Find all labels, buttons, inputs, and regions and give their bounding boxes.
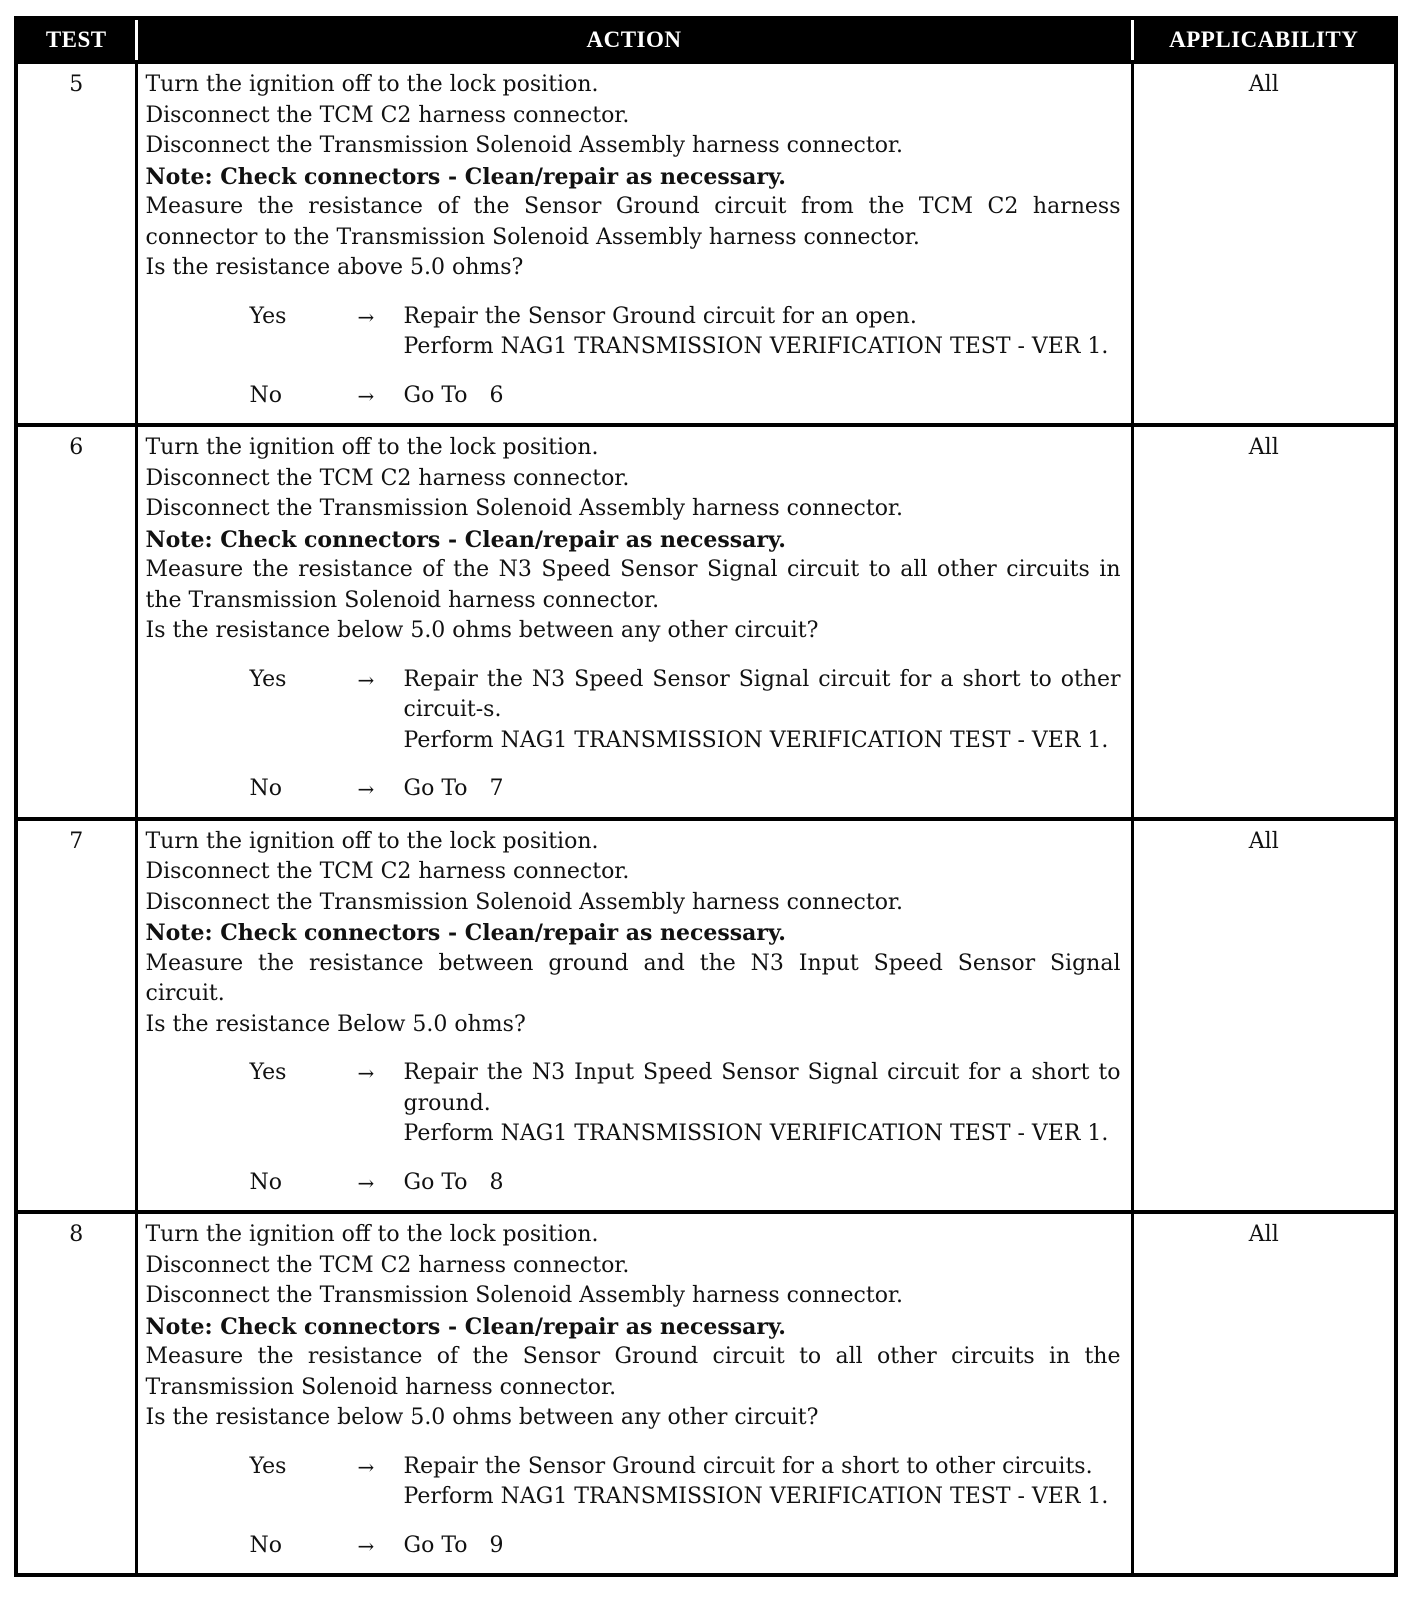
yes-response (250, 302, 1121, 363)
diagnostic-test-table (14, 16, 1398, 1577)
test-action (136, 62, 1132, 425)
test-applicability: All (1132, 819, 1396, 1213)
test-number: 5 (16, 62, 136, 425)
test-applicability: All (1132, 1212, 1396, 1575)
test-action (136, 1212, 1132, 1575)
step-disconnect-solenoid: Disconnect the Transmission Solenoid Assembly harness connector. (145, 133, 904, 158)
step-disconnect-tcm: Disconnect the TCM C2 harness connector. (145, 1252, 630, 1278)
test-applicability: All (1132, 62, 1396, 425)
no-label: No (249, 1169, 282, 1195)
test-action (136, 425, 1132, 819)
yes-action-line: Perform NAG1 TRANSMISSION VERIFICATION TEST - VER 1. (403, 1121, 1109, 1146)
header-test: TEST (16, 18, 136, 62)
yes-response (250, 665, 1121, 757)
header-applicability: APPLICABILITY (1132, 18, 1396, 62)
goto-label: Go To (403, 382, 468, 408)
test-row-5 (16, 62, 1396, 425)
yes-response (250, 1452, 1121, 1513)
measure-instruction-line: the Transmission Solenoid harness connector. (145, 587, 660, 613)
measure-instruction-line: connector to the Transmission Solenoid Assembly harness connector. (145, 224, 920, 250)
no-response (250, 1168, 1121, 1199)
right-arrow-icon: → (357, 1170, 375, 1195)
yes-action-line: Perform NAG1 TRANSMISSION VERIFICATION TEST - VER 1. (403, 1484, 1109, 1509)
yes-label: Yes (249, 666, 287, 692)
test-question: Is the resistance below 5.0 ohms between any other circuit? (145, 1405, 819, 1430)
step-ignition-off: Turn the ignition off to the lock position. (145, 435, 599, 460)
no-label: No (249, 776, 282, 801)
goto-test-number: 7 (489, 776, 504, 801)
test-applicability: All (1132, 425, 1396, 819)
goto-label: Go To (403, 1169, 468, 1195)
goto-step (404, 1531, 1121, 1562)
goto-test-number: 6 (489, 382, 504, 408)
right-arrow-icon: → (357, 777, 375, 801)
test-row-6 (16, 425, 1396, 819)
goto-step (404, 774, 1121, 805)
right-arrow-icon: → (357, 1533, 375, 1558)
yes-action-line: Repair the N3 Input Speed Sensor Signal circuit for a short to (403, 1060, 1121, 1085)
goto-step (404, 1168, 1121, 1199)
yes-action (404, 1452, 1121, 1513)
right-arrow-icon: → (357, 1061, 375, 1085)
test-number: 8 (16, 1212, 136, 1575)
test-question: Is the resistance below 5.0 ohms between any other circuit? (145, 618, 819, 643)
no-response (250, 774, 1121, 805)
step-ignition-off: Turn the ignition off to the lock position. (145, 1222, 599, 1247)
step-disconnect-solenoid: Disconnect the Transmission Solenoid Assembly harness connector. (145, 889, 904, 915)
yes-action (404, 1058, 1121, 1150)
yes-label: Yes (249, 303, 287, 329)
goto-test-number: 9 (489, 1532, 504, 1558)
test-number: 7 (16, 819, 136, 1213)
goto-test-number: 8 (489, 1169, 504, 1195)
yes-action-line: Perform NAG1 TRANSMISSION VERIFICATION TEST - VER 1. (403, 334, 1109, 359)
test-row-7 (16, 819, 1396, 1213)
test-row-8 (16, 1212, 1396, 1575)
test-question: Is the resistance Below 5.0 ohms? (145, 1011, 526, 1037)
measure-instruction-line: Measure the resistance of the Sensor Ground circuit from the TCM C2 harness (145, 194, 1121, 219)
measure-instruction-line: Measure the resistance of the N3 Speed Sensor Signal circuit to all other circuits in (145, 557, 1121, 582)
goto-label: Go To (403, 1532, 468, 1558)
measure-instruction-line: Measure the resistance of the Sensor Ground circuit to all other circuits in the (145, 1344, 1121, 1369)
step-disconnect-tcm: Disconnect the TCM C2 harness connector. (145, 859, 630, 884)
right-arrow-icon: → (357, 667, 375, 692)
no-response (250, 381, 1121, 412)
step-disconnect-tcm: Disconnect the TCM C2 harness connector. (145, 465, 630, 491)
right-arrow-icon: → (357, 383, 375, 408)
yes-action-line: Perform NAG1 TRANSMISSION VERIFICATION TEST - VER 1. (403, 727, 1109, 753)
yes-action (404, 302, 1121, 363)
note-check-connectors: Note: Check connectors - Clean/repair as necessary. (145, 1313, 786, 1340)
measure-instruction-line: Measure the resistance between ground and the N3 Input Speed Sensor Signal (145, 950, 1121, 976)
goto-label: Go To (403, 776, 468, 801)
no-label: No (249, 1532, 282, 1558)
note-check-connectors: Note: Check connectors - Clean/repair as necessary. (145, 526, 786, 553)
yes-action-line: circuit-s. (403, 697, 502, 722)
table-header (16, 18, 1396, 62)
yes-action (404, 665, 1121, 757)
measure-instruction-line: Transmission Solenoid harness connector. (145, 1374, 617, 1400)
no-response (250, 1531, 1121, 1562)
right-arrow-icon: → (357, 304, 375, 329)
right-arrow-icon: → (357, 1454, 375, 1479)
yes-action-line: Repair the Sensor Ground circuit for an open. (403, 303, 917, 329)
note-check-connectors: Note: Check connectors - Clean/repair as necessary. (145, 920, 786, 946)
diagnostic-test-sheet (14, 16, 1394, 1577)
header-action: ACTION (136, 18, 1132, 62)
yes-label: Yes (249, 1453, 287, 1479)
measure-instruction-line: circuit. (145, 981, 225, 1006)
yes-action-line: Repair the N3 Speed Sensor Signal circuit for a short to other (403, 666, 1121, 692)
test-question: Is the resistance above 5.0 ohms? (145, 255, 524, 280)
yes-action-line: Repair the Sensor Ground circuit for a short to other circuits. (403, 1453, 1093, 1479)
no-label: No (249, 382, 282, 408)
step-disconnect-solenoid: Disconnect the Transmission Solenoid Assembly harness connector. (145, 496, 904, 521)
step-ignition-off: Turn the ignition off to the lock position. (145, 828, 599, 854)
note-check-connectors: Note: Check connectors - Clean/repair as necessary. (145, 163, 786, 190)
step-disconnect-solenoid: Disconnect the Transmission Solenoid Assembly harness connector. (145, 1283, 904, 1308)
goto-step (404, 381, 1121, 412)
yes-response (250, 1058, 1121, 1150)
test-number: 6 (16, 425, 136, 819)
step-disconnect-tcm: Disconnect the TCM C2 harness connector. (145, 102, 630, 128)
test-action (136, 819, 1132, 1213)
yes-action-line: ground. (403, 1090, 491, 1116)
step-ignition-off: Turn the ignition off to the lock position. (145, 72, 599, 97)
yes-label: Yes (249, 1060, 287, 1085)
